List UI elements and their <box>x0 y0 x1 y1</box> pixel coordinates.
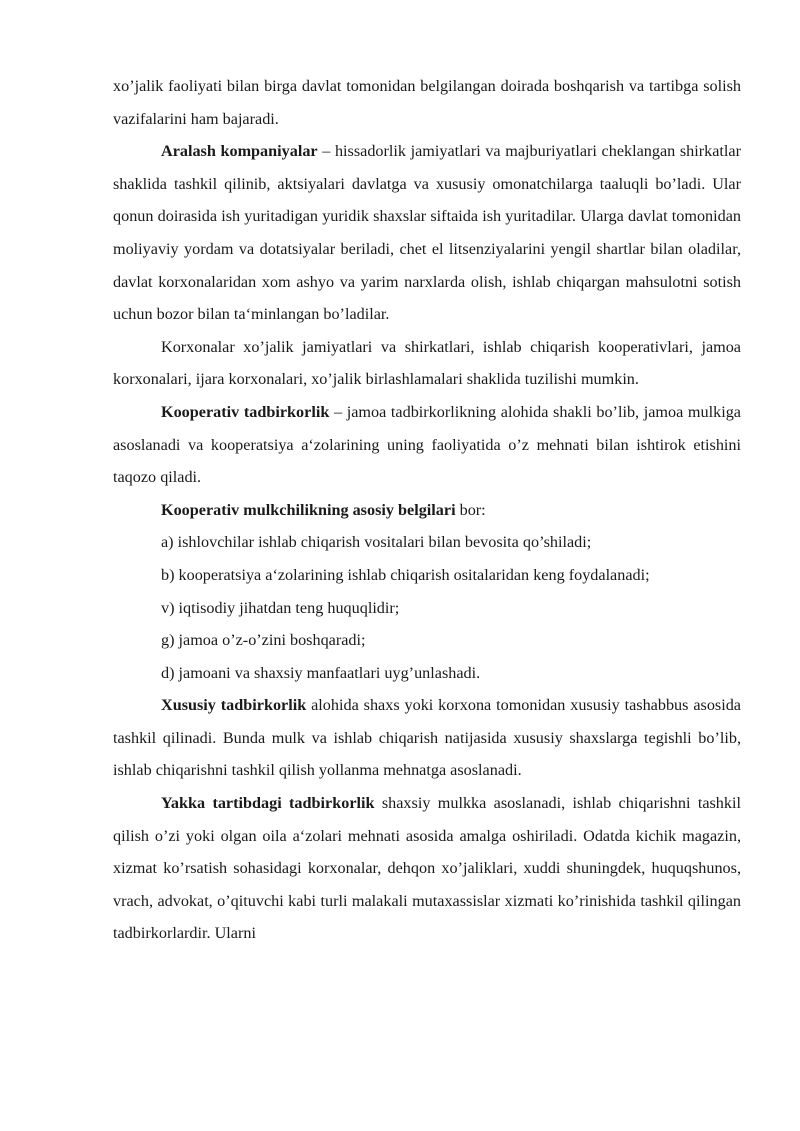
paragraph-text: Korxonalar xo’jalik jamiyatlari va shirkatlari, ishlab chiqarish kooperativlari, jamoa korxonalari, ijara korxonalari, xo’jalik birlashlamalari shaklida tuzilishi mumkin. <box>113 337 741 389</box>
term-bold: Kooperativ mulkchilikning asosiy belgilari <box>161 500 456 519</box>
paragraph <box>113 70 741 135</box>
paragraph-text: shaxsiy mulkka asoslanadi, ishlab chiqarishni tashkil qilish o’zi yoki olgan oila a‘zolari mehnati asosida amalga oshiriladi. Odatda kichik magazin, xizmat ko’rsatish sohasidagi korxonalar, dehqon xo’jaliklari, xuddi shuningdek, huquqshunos, vrach, advokat, o’qituvchi kabi turli malakali mutaxassislar xizmati ko’rinishida tashkil qilingan tadbirkorlardir. Ularni <box>113 794 741 943</box>
paragraph-text: bor: <box>455 500 486 519</box>
paragraph-text: alohida shaxs yoki korxona tomonidan xususiy tashabbus asosida tashkil qilinadi. Bunda mulk va ishlab chiqarish natijasida xususiy shaxslarga tegishli bo’lib, ishlab chiqarishni tashkil qilish yollanma mehnatga asoslanadi. <box>113 696 741 780</box>
paragraph <box>113 787 741 950</box>
paragraph <box>113 494 741 527</box>
list-item: b) kooperatsiya a‘zolarining ishlab chiqarish ositalaridan keng foydalanadi; <box>161 565 650 584</box>
list-item: v) iqtisodiy jihatdan teng huquqlidir; <box>161 598 400 617</box>
paragraph-text: – jamoa tadbirkorlikning alohida shakli bo’lib, jamoa mulkiga asoslanadi va kooperatsiya a‘zolarining uning faoliyatida o’z mehnati bilan ishtirok etishini taqozo qiladi. <box>113 402 741 487</box>
list-item: g) jamoa o’z-o’zini boshqaradi; <box>161 631 366 650</box>
term-bold: Aralash kompaniyalar <box>161 142 318 161</box>
term-bold: Yakka tartibdagi tadbirkorlik <box>161 794 375 813</box>
term-bold: Kooperativ tadbirkorlik <box>161 402 330 421</box>
list-item: d) jamoani va shaxsiy manfaatlari uyg’unlashadi. <box>161 663 481 682</box>
paragraph <box>113 331 741 396</box>
paragraph <box>113 689 741 787</box>
list-item: a) ishlovchilar ishlab chiqarish vositalari bilan bevosita qo’shiladi; <box>161 533 592 552</box>
paragraph-text: xo’jalik faoliyati bilan birga davlat tomonidan belgilangan doirada boshqarish va tartibga solish vazifalarini ham bajaradi. <box>113 77 741 128</box>
document-page <box>113 70 741 950</box>
paragraph <box>113 396 741 494</box>
term-bold: Xususiy tadbirkorlik <box>161 696 307 715</box>
paragraph <box>113 135 741 331</box>
paragraph-text: – hissadorlik jamiyatlari va majburiyatlari cheklangan shirkatlar shaklida tashkil qilinib, aktsiyalari davlatga va xususiy omonatchilarga taaluqli bo’ladi. Ular qonun doirasida ish yuritadigan yuridik shaxslar siftaida ish yuritadilar. Ularga davlat tomonidan moliyaviy yordam va dotatsiyalar beriladi, chet el litsenziyalarini yengil shartlar bilan oladilar, davlat korxonalaridan xom ashyo va yarim narxlarda olish, ishlab chiqargan mahsulotni sotish uchun bozor bilan ta‘minlangan bo’ladilar. <box>113 142 741 324</box>
